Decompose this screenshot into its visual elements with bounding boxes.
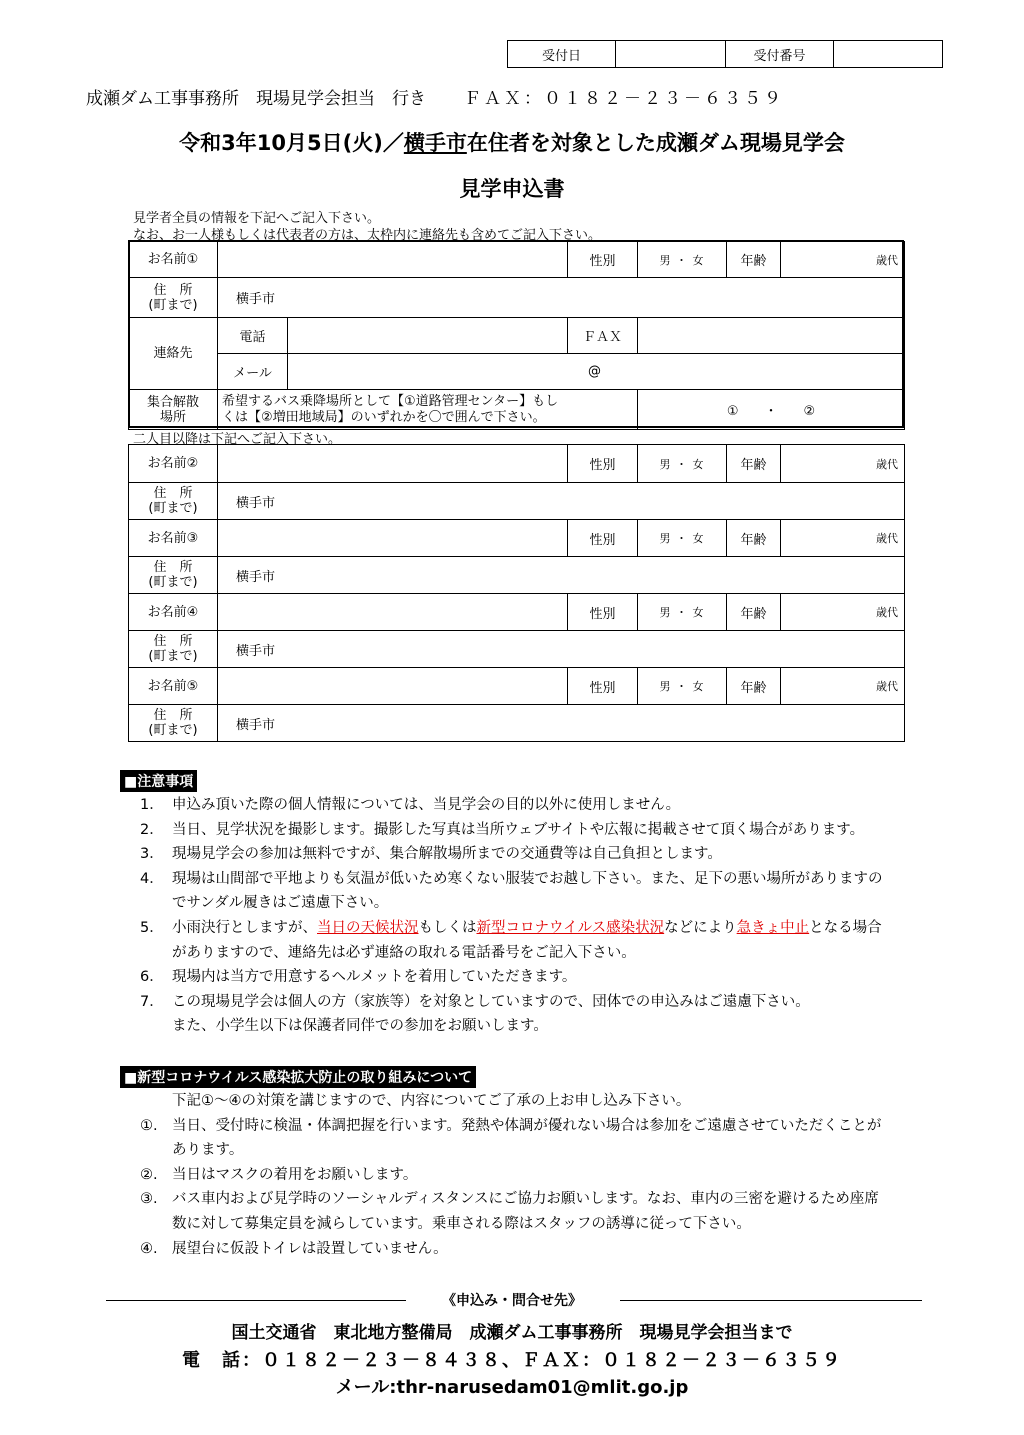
name-field-5[interactable] [218,668,568,705]
address-field[interactable]: 横手市 [218,483,905,520]
sex-options[interactable]: 男 ・ 女 [638,520,727,557]
contact-label: 連絡先 [129,318,218,390]
name-label-5: お名前⑤ [129,668,218,705]
address-field[interactable]: 横手市 [218,278,905,318]
mail-label: メール [218,354,288,390]
title-event: 在住者を対象とした成瀬ダム現場見学会 [466,131,845,155]
name-label-3: お名前③ [129,520,218,557]
page-title [0,127,1024,157]
address-label: 住 所 (町まで) [129,557,218,594]
age-label: 年齢 [727,242,781,278]
age-field[interactable]: 歳代 [781,520,905,557]
address-label: 住 所 (町まで) [129,483,218,520]
age-field[interactable]: 歳代 [781,242,905,278]
covid-heading: ■新型コロナウイルス感染拡大防止の取り組みについて [120,1066,476,1088]
applicant-1-table [128,241,905,430]
sex-label: 性別 [568,445,638,483]
sex-options[interactable]: 男 ・ 女 [638,668,727,705]
covid-list [140,1089,950,1261]
list-item: 数に対して募集定員を減らしています。乗車される際はスタッフの誘導に従って下さい。 [172,1215,751,1232]
contact-heading: 《申込み・問合せ先》 [442,1293,582,1309]
weather-warning: 当日の天候状況 [317,919,419,936]
mail-field[interactable]: @ [288,354,905,390]
list-item: ③. バス車内および見学時のソーシャルディスタンスにご協力お願いします。なお、車内の三密を避けるため座席 [140,1191,879,1208]
name-label-2: お名前② [129,445,218,483]
list-item: また、小学生以下は保護者同伴での参加をお願いします。 [172,1018,548,1035]
sex-label: 性別 [568,594,638,631]
address-field[interactable]: 横手市 [218,631,905,668]
sex-label: 性別 [568,242,638,278]
title-city: 横手市 [403,131,467,155]
meeting-label: 集合解散 場所 [129,390,218,430]
contact-tel: 電 話：０１８２－２３－８４３８、ＦＡＸ：０１８２－２３－６３５９ [182,1350,842,1371]
list-item: 6． 現場内は当方で用意するヘルメットを着用していただきます。 [140,969,577,986]
fax-label: ＦＡＸ [568,318,638,354]
list-item: 3． 現場見学会の参加は無料ですが、集合解散場所までの交通費等は自己負担とします。 [140,846,722,863]
receipt-box [507,40,943,68]
contact-org: 国土交通省 東北地方整備局 成瀬ダム工事事務所 現場見学会担当まで [231,1323,793,1343]
age-field[interactable]: 歳代 [781,445,905,483]
list-item: 下記①～④の対策を講じますので、内容についてご了承の上お申し込み下さい。 [172,1093,691,1109]
list-item: 7． この現場見学会は個人の方（家族等）を対象としていますので、団体での申込みはご遠慮下さい。 [140,993,810,1010]
name-field-2[interactable] [218,445,568,483]
cancel-warning: 急きょ中止 [736,919,810,936]
instruction-1: 見学者全員の情報を下記へご記入下さい。 [133,211,381,226]
form-title: 見学申込書 [459,177,565,201]
list-item: ④. 展望台に仮設トイレは設置していません。 [140,1240,448,1257]
list-item: 5． 小雨決行としますが、当日の天候状況もしくは新型コロナウイルス感染状況などにより急きょ中止となる場合 [140,919,882,936]
receipt-date-label: 受付日 [508,41,616,67]
fax-field[interactable] [638,318,905,354]
caution-heading: ■注意事項 [120,770,197,792]
age-label: 年齢 [727,668,781,705]
recipient: 成瀬ダム工事事務所 現場見学会担当 行き [86,89,426,109]
caution-list [140,793,950,1039]
covid-warning: 新型コロナウイルス感染状況 [476,919,665,936]
age-label: 年齢 [727,520,781,557]
fax-header [86,84,784,109]
sex-options[interactable]: 男 ・ 女 [638,594,727,631]
name-field-1[interactable] [218,242,568,278]
age-field[interactable]: 歳代 [781,668,905,705]
list-item: あります。 [172,1142,244,1159]
receipt-number-label: 受付番号 [726,41,834,67]
title-date: 令和3年10月5日(火)／ [179,131,404,155]
receipt-date-field[interactable] [616,41,726,67]
name-label-4: お名前④ [129,594,218,631]
list-item: ①. 当日、受付時に検温・体調把握を行います。発熱や体調が優れない場合は参加をご遠慮させていただくことが [140,1117,882,1134]
age-label: 年齢 [727,445,781,483]
instruction-3: 二人目以降は下記へご記入下さい。 [133,432,342,447]
receipt-number-field[interactable] [834,41,942,67]
phone-label: 電話 [218,318,288,354]
sex-options[interactable]: 男 ・ 女 [638,445,727,483]
name-field-3[interactable] [218,520,568,557]
address-field[interactable]: 横手市 [218,557,905,594]
fax-number: ＦＡＸ：０１８２－２３－６３５９ [464,89,784,109]
age-field[interactable]: 歳代 [781,594,905,631]
address-field[interactable]: 横手市 [218,705,905,742]
age-label: 年齢 [727,594,781,631]
applicants-2-5-table [128,444,905,742]
name-label-1: お名前① [129,242,218,278]
address-label: 住 所 (町まで) [129,631,218,668]
name-field-4[interactable] [218,594,568,631]
list-item: 2． 当日、見学状況を撮影します。撮影した写真は当所ウェブサイトや広報に掲載させて頂く場合があります。 [140,821,865,838]
list-item: 1． 申込み頂いた際の個人情報については、当見学会の目的以外に使用しません。 [140,797,681,813]
instruction-2: なお、お一人様もしくは代表者の方は、太枠内に連絡先も含めてご記入下さい。 [133,228,602,243]
contact-mail[interactable]: メール:thr-narusedam01@mlit.go.jp [335,1377,689,1398]
address-label: 住 所 (町まで) [129,278,218,318]
list-item: がありますので、連絡先は必ず連絡の取れる電話番号をご記入下さい。 [172,944,636,961]
address-label: 住 所 (町まで) [129,705,218,742]
meeting-choice[interactable]: ① ・ ② [638,390,905,430]
sex-label: 性別 [568,668,638,705]
list-item: 4． 現場は山間部で平地よりも気温が低いため寒くない服装でお越し下さい。また、足下の悪い場所がありますの [140,870,883,887]
meeting-instruction: 希望するバス乗降場所として【①道路管理センター】もし くは【②増田地域局】のいずれかを〇で囲んで下さい。 [218,390,638,430]
sex-options[interactable]: 男 ・ 女 [638,242,727,278]
list-item: ②. 当日はマスクの着用をお願いします。 [140,1166,418,1183]
list-item: でサンダル履きはご遠慮下さい。 [172,895,389,912]
sex-label: 性別 [568,520,638,557]
phone-field[interactable] [288,318,568,354]
